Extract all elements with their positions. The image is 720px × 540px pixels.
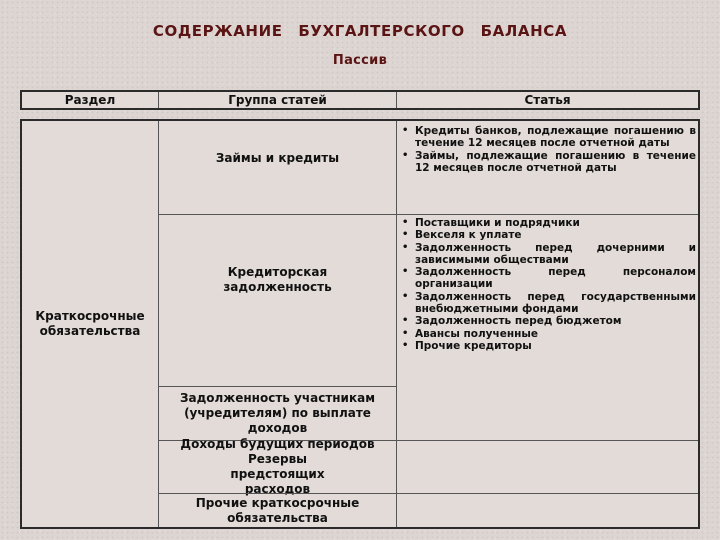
bullet-icon: • — [402, 315, 409, 327]
bullet-icon: • — [402, 339, 409, 351]
bullet-icon: • — [402, 290, 409, 302]
group-cell — [159, 387, 396, 440]
bullet-icon: • — [402, 327, 409, 339]
list-item: • Поставщики и подрядчики — [402, 217, 580, 229]
list-item: • Прочие кредиторы — [402, 339, 532, 352]
header-section: Раздел — [64, 93, 116, 107]
bullet-icon: • — [402, 241, 409, 253]
slide-title: СОДЕРЖАНИЕ БУХГАЛТЕРСКОГО БАЛАНСА — [152, 22, 568, 40]
group-label: Займы и кредиты — [215, 151, 340, 165]
group-cell — [159, 494, 396, 527]
group-label: Кредиторская задолженность — [223, 264, 332, 294]
bullet-icon: • — [402, 217, 409, 228]
group-cell — [159, 121, 396, 214]
header-group: Группа статей — [228, 93, 327, 107]
section-cell — [22, 121, 158, 527]
group-label: Доходы будущих периодов — [180, 437, 375, 451]
column-divider — [396, 121, 397, 527]
article-cell-loans — [398, 125, 698, 213]
list-item: • Авансы полученные — [402, 327, 538, 340]
group-label: Задолженность участникам (учредителям) по выплате доходов — [179, 391, 376, 435]
group-cell — [159, 437, 396, 496]
balance-table — [20, 119, 700, 529]
header-article: Статья — [524, 93, 571, 107]
list-item: • Задолженность перед бюджетом — [402, 315, 622, 328]
slide-subtitle: Пассив — [332, 53, 388, 68]
group-label: Прочие краткосрочные обязательства — [195, 495, 360, 525]
list-item: • Займы, подлежащие погашению в течение 12 месяцев после отчетной даты — [402, 149, 696, 174]
list-item: • Векселя к уплате — [402, 229, 522, 242]
group-label: Резервы предстоящих расходов — [230, 452, 325, 496]
section-label: Краткосрочные обязательства — [35, 309, 145, 338]
group-cell — [159, 215, 396, 386]
header-table — [20, 90, 700, 110]
bullet-icon: • — [402, 266, 409, 278]
list-item: • Задолженность перед государственными внебюджетными фондами — [402, 290, 696, 316]
list-item: • Задолженность перед дочерними и зависимыми обществами — [402, 241, 696, 266]
article-cell-payables — [398, 217, 698, 439]
bullet-icon: • — [402, 149, 409, 161]
list-item: • Задолженность перед персоналом организации — [402, 266, 696, 291]
bullet-icon: • — [402, 125, 409, 136]
bullet-icon: • — [402, 229, 409, 241]
list-item: • Кредиты банков, подлежащие погашению в течение 12 месяцев после отчетной даты — [402, 125, 696, 150]
